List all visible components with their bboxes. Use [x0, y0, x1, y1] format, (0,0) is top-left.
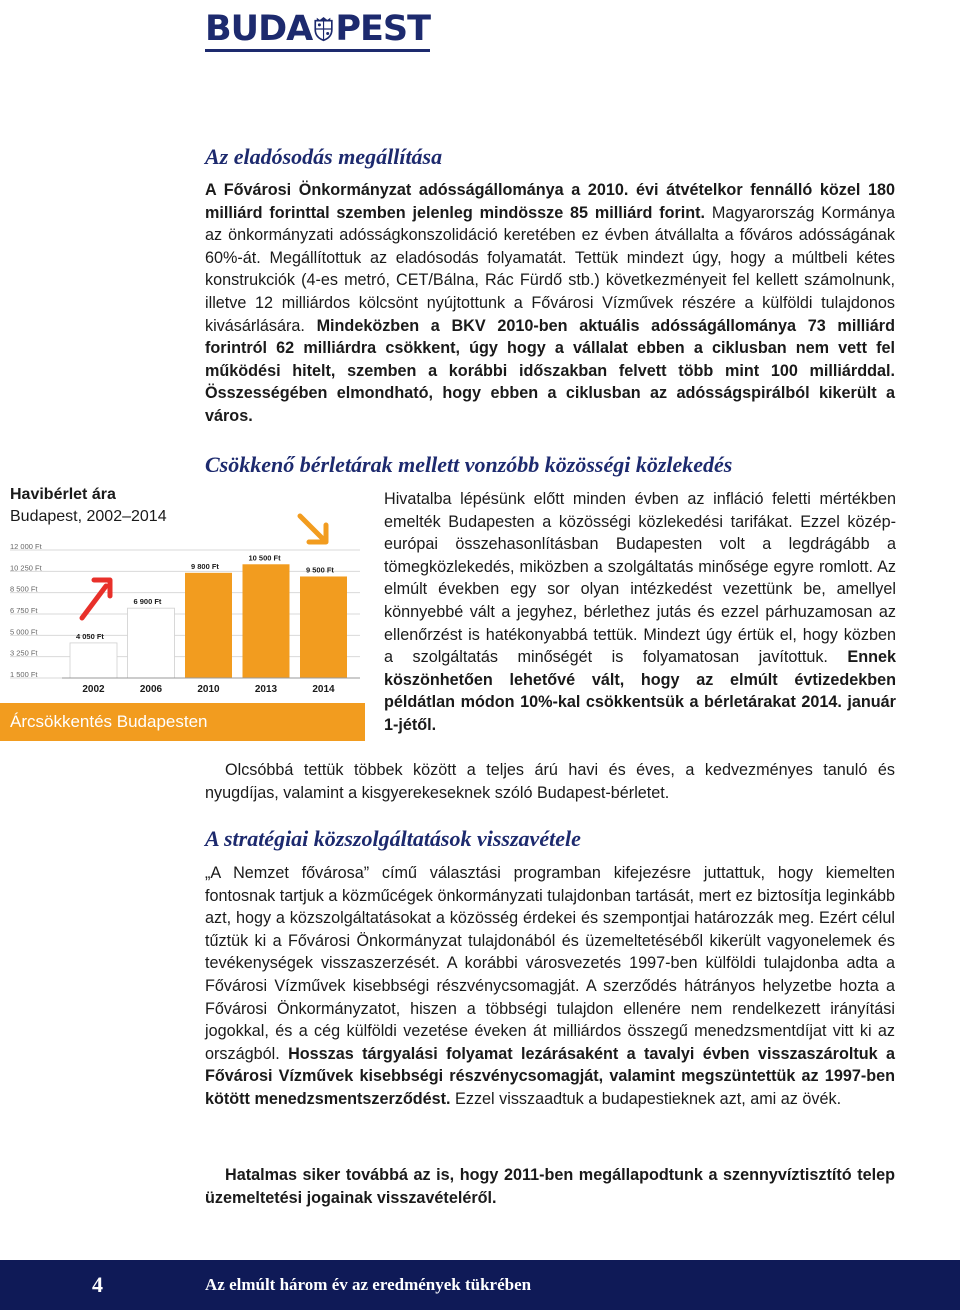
- chart-subtitle: Budapest, 2002–2014: [10, 508, 167, 525]
- logo-text-right: PEST: [335, 9, 430, 49]
- bar: [185, 573, 232, 678]
- page-number: 4: [92, 1272, 103, 1297]
- y-tick-label: 6 750 Ft: [10, 606, 38, 615]
- paragraph-sewage: [205, 1164, 895, 1209]
- coat-of-arms-icon: [313, 12, 334, 46]
- transport-body: Hivatalba lépésünk előtt minden évben az infláció feletti mértékben emelték Budapesten a közösségi közlekedési tarifákat. Ezzel közép-európai összehasonlításban Budapesten volt a legdrágább a tömegközlekedés, miközben a szolgáltatás minősége egyre romlott. Az elmúlt években egy sor olyan intézkedést vezettünk be, amellyel könnyebbé vált a jegyhez, bérlethez jutás és ezzel párhuzamosan az ellenőrzést is hatékonyabbá tettük. Mindezt úgy értük el, hogy közben a szolgáltatás minőségét is folyamatosan javítottuk.: [384, 490, 896, 667]
- bar-value-label: 4 050 Ft: [76, 631, 104, 641]
- arrow-down-icon: [300, 516, 322, 538]
- bar: [300, 576, 347, 678]
- paragraph-passes: Olcsóbbá tettük többek között a teljes árú havi és éves, a kedvezményes tanuló és nyugdíjas, valamint a kisgyerekeseknek szóló Budapest-bérletet.: [205, 761, 895, 802]
- x-tick-label: 2013: [254, 684, 278, 695]
- debt-bold-lead: A Fővárosi Önkormányzat adósságállománya a 2010. évi átvételkor fennálló közel 180 milliárd forinttal szemben jelenleg mindössze 85 milliárd forint.: [205, 181, 895, 222]
- section-title-transport: Csökkenő bérletárak mellett vonzóbb közösségi közlekedés: [205, 452, 733, 477]
- section-title-services: A stratégiai közszolgáltatások visszavétele: [205, 826, 581, 851]
- footer-title: Az elmúlt három év az eredmények tükrében: [205, 1275, 532, 1294]
- debt-body: Magyarország Kormánya az önkormányzati adósságkonszolidáció keretében ez évben átvállalta a főváros adósságának 60%-át. Megállítottuk az eladósodás folyamatát. Tettük mindezt úgy, hogy a múltbeli kétes konstrukciók (4-es metró, CET/Bálna, Rác Fürdő stb.) következményeit fel kellett számolnunk, illetve 12 milliárdos kölcsönt nyújtottunk a Fővárosi Vízművek részére a külföldi tulajdonos kivásárlására.: [205, 203, 896, 335]
- y-tick-label: 12 000 Ft: [10, 542, 42, 551]
- bar-value-label: 9 800 Ft: [191, 561, 219, 571]
- services-tail: Ezzel visszaadtuk a budapestieknek azt, ami az övék.: [450, 1089, 842, 1108]
- logo-underline: [205, 49, 430, 52]
- x-tick-label: 2010: [197, 684, 220, 695]
- x-tick-label: 2014: [312, 684, 335, 695]
- price-chart: [0, 478, 365, 741]
- chart-plot: [0, 478, 365, 741]
- paragraph-transport: [384, 488, 896, 737]
- services-body: „A Nemzet fővárosa” című választási programban kifejezésre juttattuk, hogy kiemelten fontosnak tartjuk a közműcégek önkormányzati tulajdonban tartását, mert ez biztosítja leginkább azt, hogy a közszolgáltatásokat a közösség érdekei és szempontjai határozzák meg. Ezért célul tűztük ki a Fővárosi Önkormányzat tulajdonából és üzemeltetéséből kikerült vagyonelemek és tevékenységek visszaszerzését. A korábbi városvezetés 1997-ben külföldi tulajdonba adta a Fővárosi Vízművek kisebbségi részvénycsomagját. A szerződés hátrányos helyzetbe hozta a Fővárosi Önkormányzatot, hiszen a többségi tulajdon ellenére nem rendelkezett irányítási jogokkal, és a cég külföldi vezetése éveken át milliárdos összegű menedzsmentdíjat vitt ki az országból.: [205, 864, 895, 1063]
- logo-text-left: BUDA: [205, 9, 313, 49]
- chart-banner: Árcsökkentés Budapesten: [0, 703, 365, 741]
- bar: [243, 564, 290, 678]
- y-tick-label: 1 500 Ft: [10, 670, 38, 679]
- bar-value-label: 6 900 Ft: [133, 597, 162, 607]
- y-tick-label: 10 250 Ft: [10, 563, 42, 573]
- transport-bold: Ennek köszönhetően lehetővé vált, hogy az elmúlt évtizedekben példátlan módon 10%-kal csökkentsük a bérletárakat 2014. január 1-jétől.: [384, 648, 897, 734]
- paragraph-debt: [205, 179, 895, 428]
- arrow-up-icon: [82, 586, 106, 618]
- y-tick-label: 8 500 Ft: [10, 584, 38, 594]
- y-tick-label: 3 250 Ft: [10, 648, 38, 658]
- bar-value-label: 10 500 Ft: [248, 553, 281, 563]
- bar-value-label: 9 500 Ft: [306, 565, 334, 575]
- page-footer: [0, 1260, 960, 1310]
- x-tick-label: 2002: [82, 684, 105, 695]
- chart-title: Havibérlet ára: [10, 486, 116, 503]
- x-tick-label: 2006: [139, 684, 163, 695]
- y-tick-label: 5 000 Ft: [10, 627, 38, 637]
- sewage-bold: Hatalmas siker továbbá az is, hogy 2011-ben megállapodtunk a szennyvíztisztító telep üzemeltetési jogainak visszavételéről.: [205, 1166, 895, 1207]
- section-title-debt: Az eladósodás megállítása: [205, 144, 443, 169]
- bar: [70, 643, 117, 678]
- budapest-logo: [205, 10, 430, 48]
- bar: [128, 608, 175, 678]
- services-bold: Hosszas tárgyalási folyamat lezárásaként a tavalyi évben visszaszároltuk a Fővárosi Vízművek kisebbségi részvénycsomagját, valamint megszüntettük az 1997-ben kötött menedzsmentszerződést.: [205, 1044, 895, 1108]
- paragraph-services: [205, 862, 895, 1111]
- debt-bold-tail: Mindeközben a BKV 2010-ben aktuális adósságállománya 73 milliárd forintról 62 milliárdra csökkent, úgy hogy a vállalat ebben a ciklusban nem vett fel működési hitelt, szemben a korábbi időszakban felvett több mint 100 milliárddal. Összességében elmondható, hogy ebben a ciklusban az adósságspirálból kikerült a város.: [205, 316, 895, 425]
